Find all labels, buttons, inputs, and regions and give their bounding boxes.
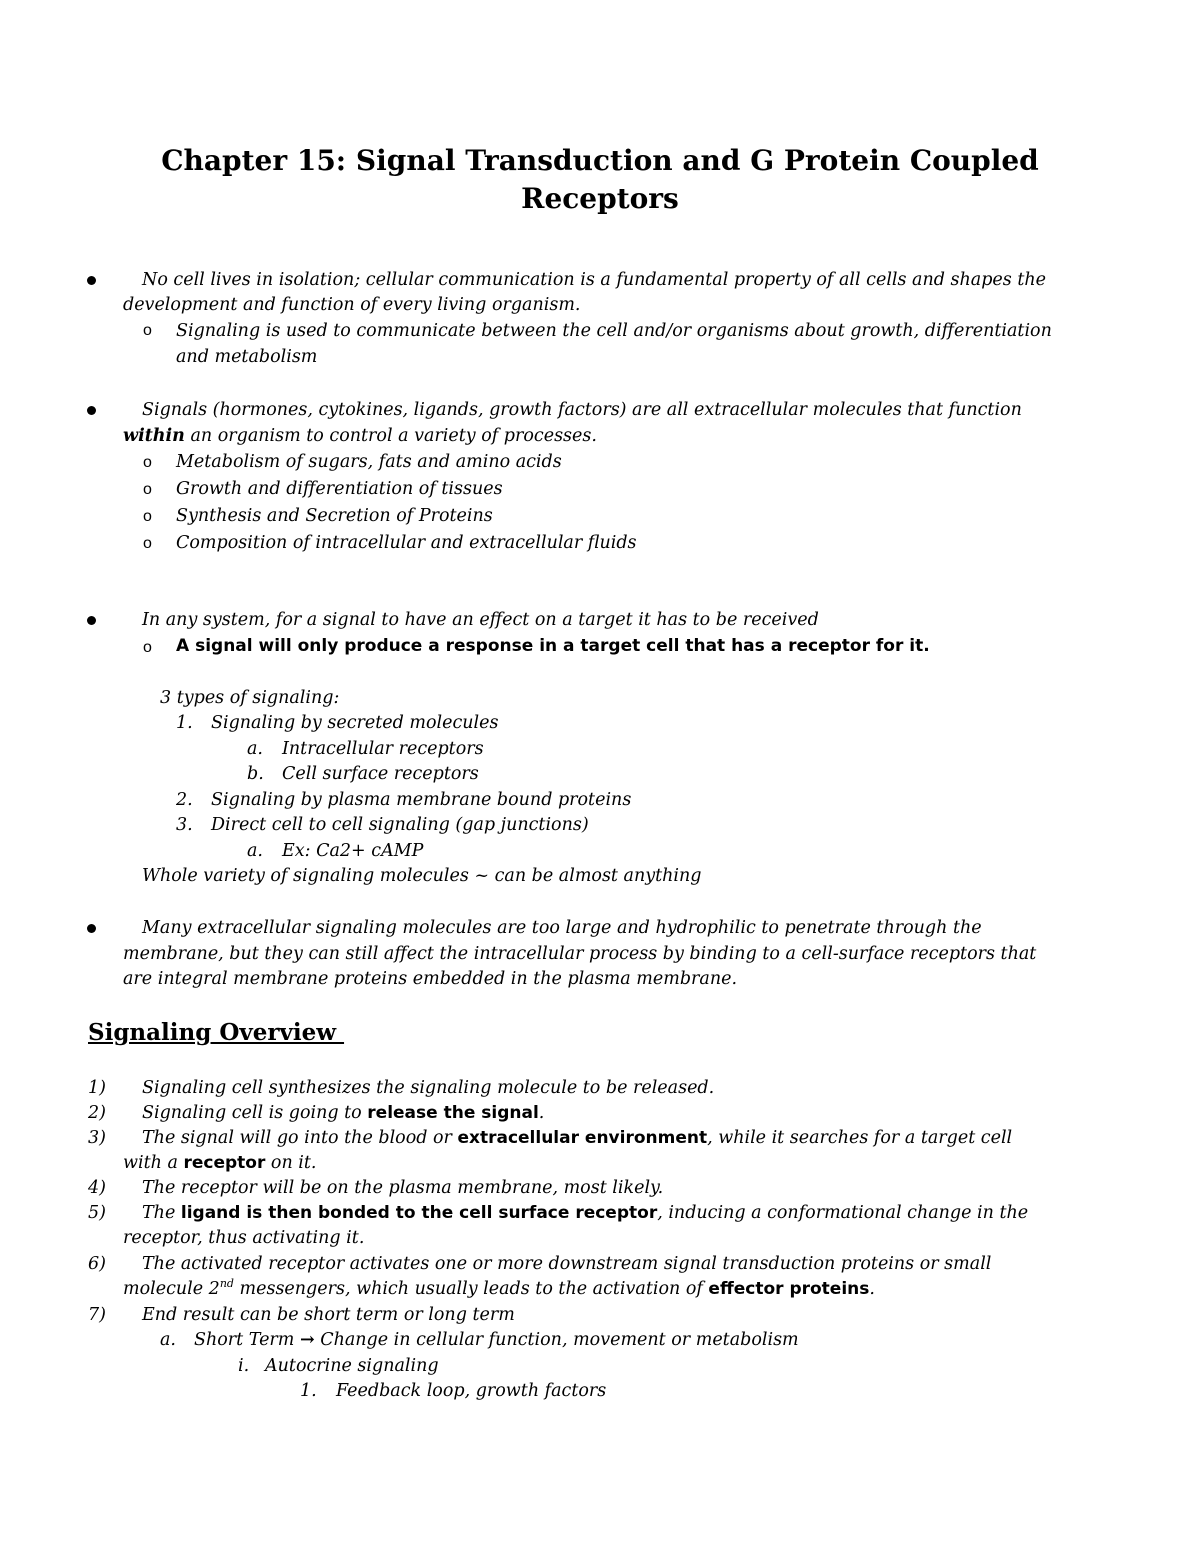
step3-e: receptor [183,1153,266,1173]
overview-num: 1. [300,1381,317,1401]
overview-roman: i. [238,1356,250,1376]
bullet-dot [87,406,96,415]
types-item3: Direct cell to cell signaling (gap junctions) [211,815,589,835]
bullet2-sub: Composition of intracellular and extracellular fluids [176,533,637,553]
step6-b: molecule 2 [123,1279,220,1299]
bullet1-line2: development and function of every living organism. [123,295,581,315]
types-item1: Signaling by secreted molecules [211,713,499,733]
bullet-dot [87,924,96,933]
overview-step3-line2 [123,1152,316,1174]
bullet4-line3: are integral membrane proteins embedded in the plasma membrane. [123,969,738,989]
step5-c: , inducing a conformational change in the [657,1203,1029,1223]
bullet2-line1: Signals (hormones, cytokines, ligands, growth factors) are all extracellular molecules that function [142,400,1022,420]
types-letter: a. [247,841,263,861]
overview-step7ai: Autocrine signaling [265,1356,439,1376]
overview-num: 3) [88,1128,106,1148]
page-title-line2: Receptors [521,182,679,215]
overview-step6: The activated receptor activates one or more downstream signal transduction proteins or small [142,1254,992,1274]
bullet-dot [87,616,96,625]
types-item1a: Intracellular receptors [282,739,484,759]
types-num: 3. [176,815,193,835]
sub-bullet-marker: o [143,508,152,525]
types-letter: a. [247,739,263,759]
bullet2-within: within [123,426,185,446]
step3-b: extracellular environment [457,1128,708,1148]
step2-a: Signaling cell is going to [142,1103,368,1123]
types-letter: b. [247,764,264,784]
step6-e: . [869,1279,875,1299]
bullet2-line2-rest: an organism to control a variety of processes. [184,426,597,446]
bullet2-sub: Metabolism of sugars, fats and amino acids [176,452,562,472]
bullet2-line2 [123,425,597,447]
overview-step5-line2: receptor, thus activating it. [123,1228,365,1248]
bullet-dot [87,276,96,285]
overview-step2 [142,1102,544,1124]
right-arrow-icon: → [299,1330,315,1350]
bullet1-line1: No cell lives in isolation; cellular communication is a fundamental property of all cells and shapes the [142,270,1046,290]
bullet4-line1: Many extracellular signaling molecules are too large and hydrophilic to penetrate through the [142,918,982,938]
bullet2-sub: Growth and differentiation of tissues [176,479,503,499]
sub-bullet-marker: o [143,322,152,339]
overview-step4: The receptor will be on the plasma membrane, most likely. [142,1178,664,1198]
types-num: 1. [176,713,193,733]
overview-step3 [142,1127,1012,1149]
step3-f: on it. [265,1153,317,1173]
overview-step7ai1: Feedback loop, growth factors [336,1381,607,1401]
overview-num: 4) [88,1178,106,1198]
types-item1b: Cell surface receptors [282,764,479,784]
step6-d: effector proteins [708,1279,870,1299]
step5-b: ligand is then bonded to the cell surface receptor [180,1203,658,1223]
overview-num: 1) [88,1078,106,1098]
page-title-line1: Chapter 15: Signal Transduction and G Protein Coupled [161,144,1039,177]
overview-num: 6) [88,1254,106,1274]
step7a-b: Change in cellular function, movement or metabolism [314,1330,799,1350]
overview-num: 7) [88,1305,106,1325]
step2-c: . [538,1103,545,1123]
bullet4-line2: membrane, but they can still affect the intracellular process by binding to a cell-surface receptors that [123,944,1037,964]
section-heading: Signaling Overview [88,1019,345,1046]
types-heading: 3 types of signaling: [160,688,340,708]
types-item2: Signaling by plasma membrane bound proteins [211,790,632,810]
step2-b: release the signal [367,1103,539,1123]
bullet2-sub: Synthesis and Secretion of Proteins [176,506,493,526]
bullet1-sub1-line1: Signaling is used to communicate between the cell and/or organisms about growth, differentiation [176,321,1052,341]
step7a-a: Short Term [194,1330,300,1350]
overview-num: 5) [88,1203,106,1223]
step6-sup: nd [219,1277,234,1291]
types-item3a: Ex: Ca2+ cAMP [282,841,424,861]
bullet3-line1: In any system, for a signal to have an effect on a target it has to be received [142,610,819,630]
step3-d: with a [123,1153,184,1173]
types-note: Whole variety of signaling molecules ~ can be almost anything [142,866,702,886]
step3-c: , while it searches for a target cell [707,1128,1013,1148]
overview-step1: Signaling cell synthesizes the signaling molecule to be released. [142,1078,715,1098]
bullet1-sub1-line2: and metabolism [176,347,318,367]
overview-step6-line2 [123,1278,875,1300]
step5-a: The [142,1203,181,1223]
step3-a: The signal will go into the blood or [142,1128,458,1148]
overview-step7a [194,1329,799,1351]
bullet3-sub1: A signal will only produce a response in a target cell that has a receptor for it. [176,636,930,656]
sub-bullet-marker: o [143,454,152,471]
overview-letter: a. [160,1330,176,1350]
sub-bullet-marker: o [143,481,152,498]
step6-c: messengers, which usually leads to the activation of [233,1279,709,1299]
types-num: 2. [176,790,193,810]
sub-bullet-marker: o [143,535,152,552]
overview-step7: End result can be short term or long term [142,1305,515,1325]
overview-num: 2) [88,1103,106,1123]
sub-bullet-marker: o [143,639,152,656]
overview-step5 [142,1202,1028,1224]
